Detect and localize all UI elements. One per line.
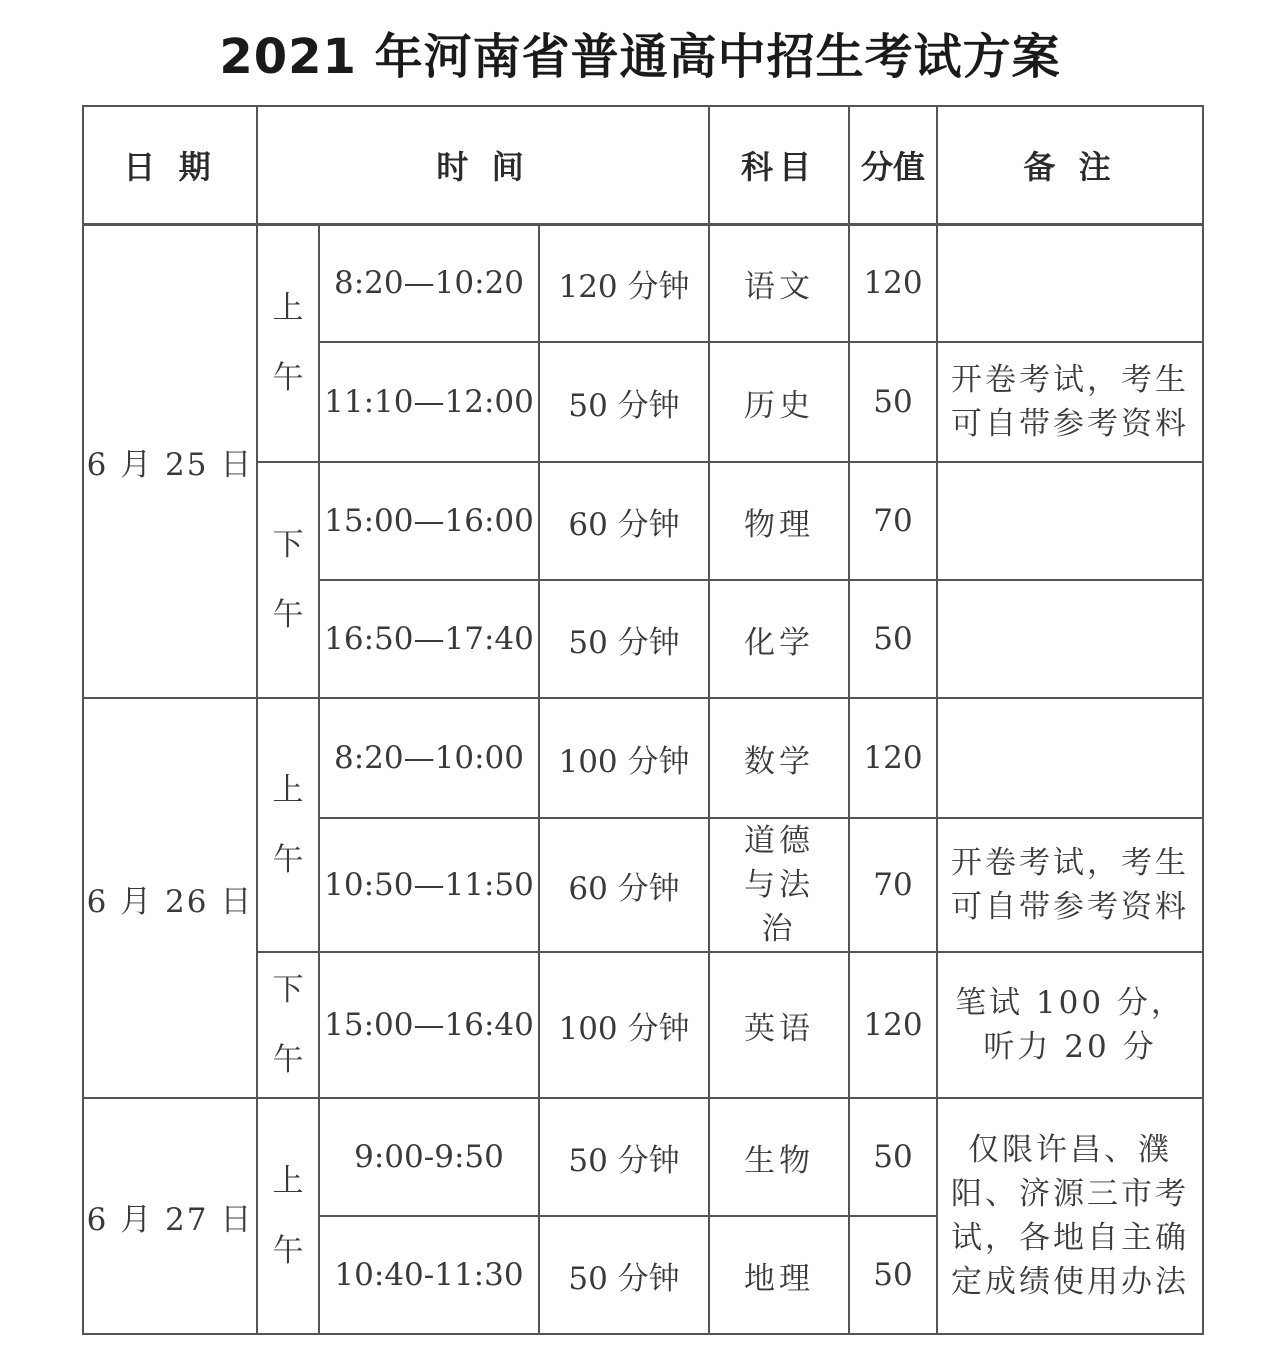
duration-cell: 60 分钟 — [539, 462, 709, 580]
period-cell: 上 午 — [257, 224, 319, 462]
note-cell: 仅限许昌、濮阳、济源三市考试，各地自主确定成绩使用办法 — [937, 1098, 1203, 1334]
subject-cell: 物理 — [709, 462, 849, 580]
header-date: 日 期 — [83, 106, 257, 224]
table-row — [83, 698, 1203, 818]
page-title: 2021 年河南省普通高中招生考试方案 — [219, 29, 1061, 85]
time-cell: 16:50—17:40 — [319, 580, 539, 698]
note-cell: 开卷考试，考生可自带参考资料 — [937, 342, 1203, 462]
period-cell: 下 午 — [257, 952, 319, 1098]
table-row — [83, 224, 1203, 342]
time-cell: 10:50—11:50 — [319, 818, 539, 952]
duration-cell: 100 分钟 — [539, 698, 709, 818]
header-subject: 科目 — [709, 106, 849, 224]
period-cell: 上 午 — [257, 698, 319, 952]
duration-cell: 100 分钟 — [539, 952, 709, 1098]
duration-cell: 50 分钟 — [539, 342, 709, 462]
score-cell: 70 — [849, 818, 937, 952]
score-cell: 70 — [849, 462, 937, 580]
duration-cell: 50 分钟 — [539, 1216, 709, 1334]
time-cell: 9:00-9:50 — [319, 1098, 539, 1216]
subject-cell: 语文 — [709, 224, 849, 342]
duration-cell: 120 分钟 — [539, 224, 709, 342]
subject-cell: 数学 — [709, 698, 849, 818]
note-cell — [937, 462, 1203, 580]
time-cell: 15:00—16:40 — [319, 952, 539, 1098]
table-row — [83, 1098, 1203, 1216]
date-cell: 6 月 27 日 — [83, 1098, 257, 1334]
time-cell: 8:20—10:00 — [319, 698, 539, 818]
score-cell: 120 — [849, 698, 937, 818]
score-cell: 50 — [849, 342, 937, 462]
header-score: 分值 — [849, 106, 937, 224]
date-cell: 6 月 26 日 — [83, 698, 257, 1098]
subject-cell: 化学 — [709, 580, 849, 698]
score-cell: 120 — [849, 224, 937, 342]
subject-cell: 生物 — [709, 1098, 849, 1216]
duration-cell: 50 分钟 — [539, 1098, 709, 1216]
header-row — [83, 106, 1203, 224]
time-cell: 11:10—12:00 — [319, 342, 539, 462]
header-time: 时 间 — [257, 106, 709, 224]
note-cell — [937, 580, 1203, 698]
subject-cell: 历史 — [709, 342, 849, 462]
score-cell: 50 — [849, 580, 937, 698]
duration-cell: 60 分钟 — [539, 818, 709, 952]
date-cell: 6 月 25 日 — [83, 224, 257, 698]
subject-cell: 英语 — [709, 952, 849, 1098]
header-note: 备 注 — [937, 106, 1203, 224]
note-cell: 开卷考试，考生可自带参考资料 — [937, 818, 1203, 952]
score-cell: 50 — [849, 1098, 937, 1216]
subject-cell: 道德与法治 — [709, 818, 849, 952]
note-cell — [937, 698, 1203, 818]
subject-cell: 地理 — [709, 1216, 849, 1334]
score-cell: 50 — [849, 1216, 937, 1334]
time-cell: 8:20—10:20 — [319, 224, 539, 342]
score-cell: 120 — [849, 952, 937, 1098]
time-cell: 15:00—16:00 — [319, 462, 539, 580]
note-cell: 笔试 100 分，听力 20 分 — [937, 952, 1203, 1098]
period-cell: 下 午 — [257, 462, 319, 698]
period-cell: 上 午 — [257, 1098, 319, 1334]
time-cell: 10:40-11:30 — [319, 1216, 539, 1334]
duration-cell: 50 分钟 — [539, 580, 709, 698]
note-cell — [937, 224, 1203, 342]
exam-schedule-table — [82, 105, 1204, 1335]
